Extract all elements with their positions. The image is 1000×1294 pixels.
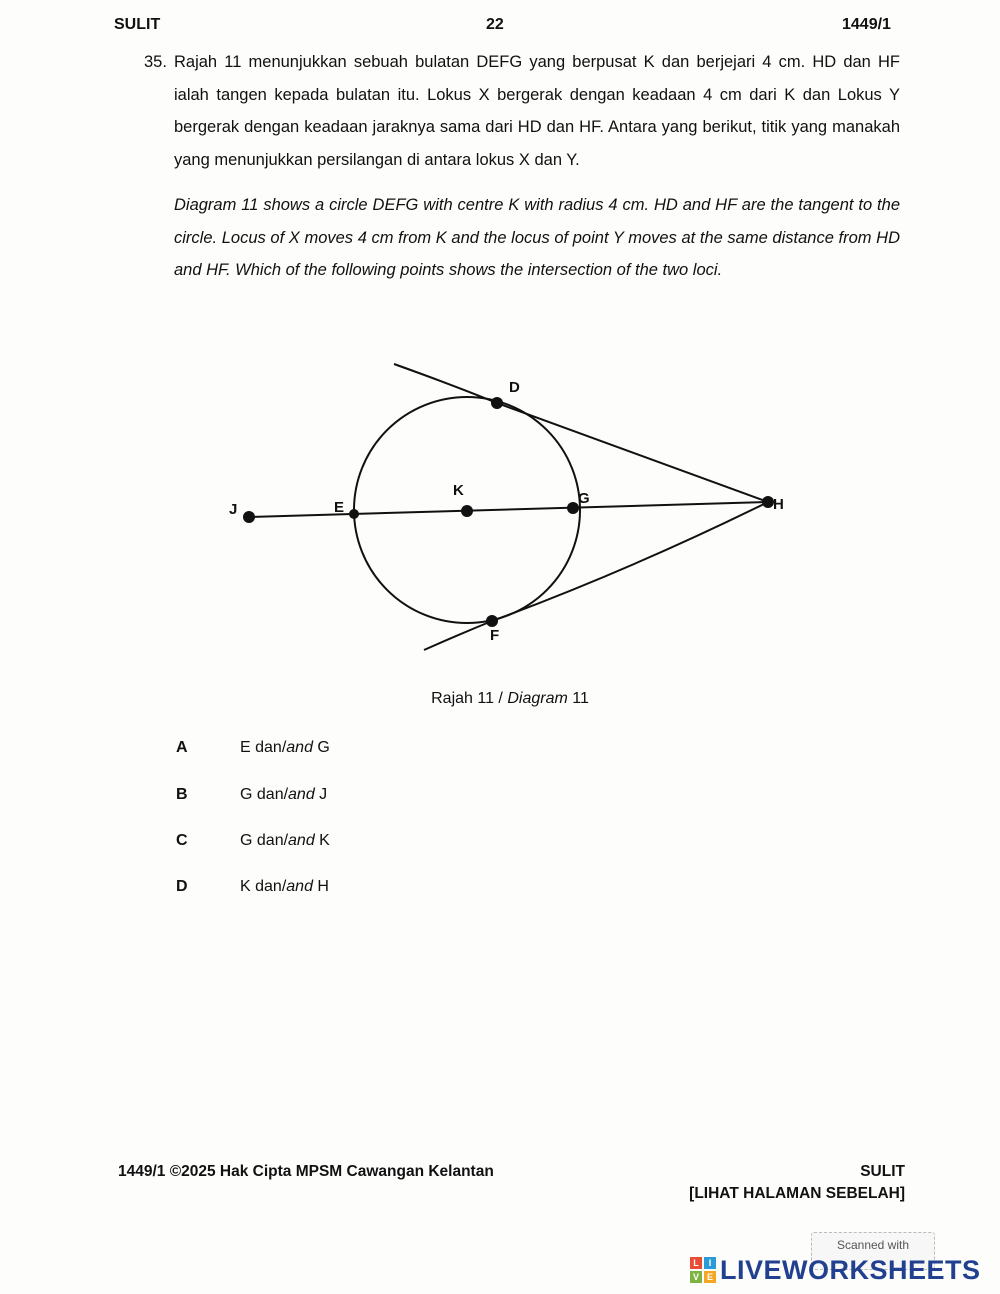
option-b[interactable]	[176, 786, 327, 808]
page-number: 22	[486, 16, 504, 33]
line-jh	[249, 502, 768, 517]
option-text-end: H	[312, 878, 329, 895]
option-text: G dan/	[240, 832, 289, 849]
logo-tile-i: I	[704, 1257, 716, 1269]
option-text: E dan/	[240, 739, 287, 756]
caption-number: 11	[567, 690, 589, 707]
question-text-malay: Rajah 11 menunjukkan sebuah bulatan DEFG yang berpusat K dan berjejari 4 cm. HD dan HF ialah tangen kepada bulatan itu. Lokus X bergerak dengan keadaan 4 cm dari K dan Lokus Y bergerak dengan keadaan jaraknya sama dari HD dan HF. Antara yang berikut, titik yang manakah yang menunjukkan persilangan di antara lokus X dan Y.	[174, 53, 900, 170]
header-sulit: SULIT	[114, 16, 161, 33]
option-letter: A	[176, 739, 188, 756]
caption-english: Diagram	[507, 690, 568, 707]
question-number: 35.	[144, 53, 167, 71]
circle-loci-diagram	[210, 350, 810, 670]
logo-tile-e: E	[704, 1271, 716, 1283]
option-text-end: K	[314, 832, 330, 849]
point-d	[491, 397, 503, 409]
option-c[interactable]	[176, 832, 330, 854]
option-letter: C	[176, 832, 188, 849]
option-text-end: G	[312, 739, 330, 756]
footer-sulit: SULIT	[860, 1163, 905, 1180]
point-k	[461, 505, 473, 517]
option-and: and	[286, 739, 313, 756]
paper-code: 1449/1	[842, 16, 891, 33]
label-k: K	[453, 482, 464, 499]
tangent-hd	[394, 364, 768, 502]
option-letter: D	[176, 878, 188, 895]
label-h: H	[773, 496, 784, 513]
option-text: G dan/	[240, 786, 289, 803]
liveworksheets-watermark	[690, 1253, 981, 1287]
tangent-hf	[424, 502, 768, 650]
footer-next-page: [LIHAT HALAMAN SEBELAH]	[689, 1185, 905, 1202]
label-g: G	[578, 490, 590, 507]
footer-copyright: 1449/1 ©2025 Hak Cipta MPSM Cawangan Kelantan	[118, 1163, 494, 1180]
diagram-caption	[380, 690, 640, 708]
point-f	[486, 615, 498, 627]
scanner-badge-text: Scanned with	[836, 1238, 910, 1252]
point-j	[243, 511, 255, 523]
option-a[interactable]	[176, 739, 330, 761]
option-and: and	[288, 786, 315, 803]
logo-tile-l: L	[690, 1257, 702, 1269]
option-letter: B	[176, 786, 188, 803]
logo-tile-v: V	[690, 1271, 702, 1283]
caption-malay: Rajah 11 /	[431, 690, 508, 707]
option-text-end: J	[314, 786, 328, 803]
label-e: E	[334, 499, 345, 516]
label-j: J	[229, 501, 238, 518]
option-and: and	[288, 832, 315, 849]
liveworksheets-brand: LIVEWORKSHEETS	[720, 1254, 981, 1285]
option-text: K dan/	[240, 878, 287, 895]
option-d[interactable]	[176, 878, 329, 900]
option-and: and	[286, 878, 313, 895]
label-d: D	[509, 379, 520, 396]
label-f: F	[490, 627, 500, 644]
point-e	[349, 509, 359, 519]
liveworksheets-logo-icon	[690, 1257, 716, 1283]
question-text-english: Diagram 11 shows a circle DEFG with centre K with radius 4 cm. HD and HF are the tangent to the circle. Locus of X moves 4 cm from K and the locus of point Y moves at the same distance from HD and HF. Which of the following points shows the intersection of the two loci.	[174, 196, 900, 280]
